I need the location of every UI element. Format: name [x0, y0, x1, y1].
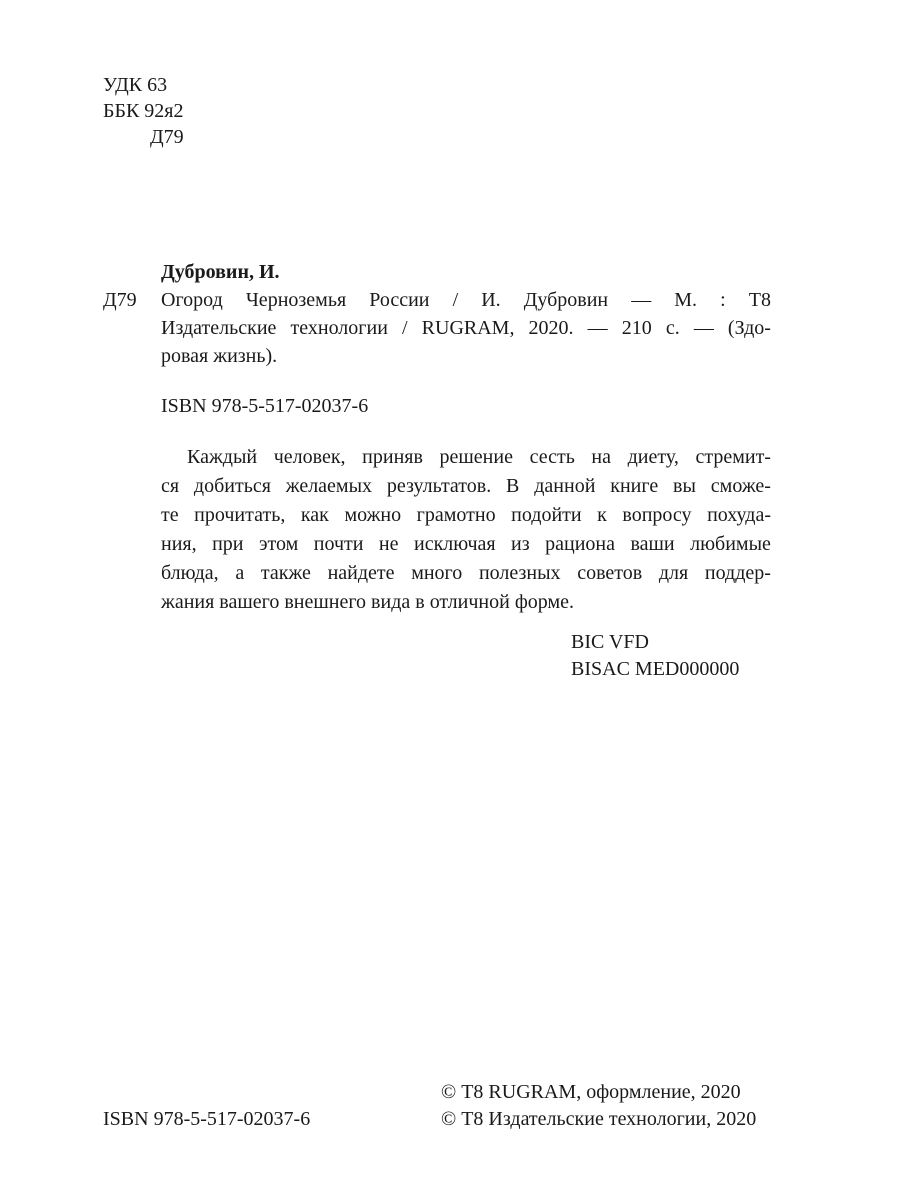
copyright-publisher: © Т8 Издательские технологии, 2020 — [441, 1108, 757, 1130]
abstract-word: полезных — [478, 562, 561, 584]
abstract-word: вы — [673, 475, 696, 497]
abstract-line — [161, 472, 771, 501]
bibliography-line — [161, 342, 771, 370]
bic-code: BIC VFD — [571, 631, 649, 653]
abstract-word: решение — [439, 446, 513, 468]
abstract-word: Каждый — [187, 446, 258, 468]
abstract-word: похуда- — [707, 504, 771, 526]
abstract-word: также — [260, 562, 311, 584]
abstract-word: диету, — [627, 446, 679, 468]
bibliography-word: : — [720, 289, 726, 311]
abstract-line — [161, 501, 771, 530]
abstract-line — [161, 530, 771, 559]
udk-code: УДК 63 — [103, 74, 168, 96]
bibliography-word: М. — [674, 289, 698, 311]
bibliography-line — [161, 286, 771, 314]
bibliography-word: Черноземья — [245, 289, 347, 311]
abstract-word: вопросу — [622, 504, 692, 526]
bibliography-word: / — [402, 317, 408, 339]
abstract-word: найдете — [327, 562, 395, 584]
abstract-word: сесть — [529, 446, 575, 468]
abstract-word: рациона — [545, 533, 615, 555]
bisac-code: BISAC MED000000 — [571, 658, 740, 680]
author-mark-top: Д79 — [150, 126, 184, 148]
abstract-line — [161, 588, 771, 617]
abstract-word: результатов. — [386, 475, 492, 497]
abstract-word: советов — [577, 562, 643, 584]
abstract-word: из — [511, 533, 530, 555]
abstract-word: жания вашего внешнего вида в отличной форме. — [161, 591, 575, 613]
bibliography-word: 2020. — [528, 317, 574, 339]
bibliography-word: И. — [481, 289, 501, 311]
abstract-word: стремит- — [695, 446, 771, 468]
copyright-design: © Т8 RUGRAM, оформление, 2020 — [441, 1081, 741, 1103]
abstract-word: не — [378, 533, 399, 555]
abstract-word: этом — [258, 533, 299, 555]
bibliography-word: — — [693, 317, 714, 339]
bbk-code: ББК 92я2 — [103, 100, 184, 122]
bibliographic-description — [161, 286, 771, 370]
author-name: Дубровин, И. — [161, 261, 280, 283]
abstract-line — [161, 443, 771, 472]
abstract-word: добиться — [193, 475, 271, 497]
abstract-word: исключая — [413, 533, 496, 555]
abstract-word: на — [591, 446, 612, 468]
abstract-word: к — [597, 504, 607, 526]
abstract-word: ваши — [630, 533, 675, 555]
abstract-word: можно — [344, 504, 402, 526]
abstract-word: подойти — [511, 504, 582, 526]
bibliography-word: Огород — [161, 289, 223, 311]
bibliography-word: — — [587, 317, 608, 339]
bibliography-word: ровая жизнь). — [161, 345, 278, 367]
abstract-word: сможе- — [710, 475, 771, 497]
abstract-word: как — [300, 504, 329, 526]
abstract-word: те — [161, 504, 179, 526]
bibliography-word: Издательские — [161, 317, 277, 339]
bibliography-word: — — [631, 289, 652, 311]
abstract-word: блюда, — [161, 562, 219, 584]
abstract-word: В — [506, 475, 520, 497]
abstract-line — [161, 559, 771, 588]
book-abstract — [161, 443, 771, 617]
abstract-word: почти — [313, 533, 364, 555]
isbn-footer: ISBN 978-5-517-02037-6 — [103, 1108, 311, 1130]
abstract-word: а — [235, 562, 245, 584]
abstract-word: человек, — [273, 446, 346, 468]
bibliography-word: RUGRAM, — [421, 317, 515, 339]
abstract-word: приняв — [362, 446, 423, 468]
bibliography-word: 210 — [621, 317, 652, 339]
author-mark-left: Д79 — [103, 289, 137, 311]
bibliography-word: с. — [665, 317, 680, 339]
abstract-word: любимые — [690, 533, 771, 555]
bibliography-word: Дубровин — [523, 289, 609, 311]
abstract-word: при — [212, 533, 244, 555]
bibliography-word: (Здо- — [727, 317, 771, 339]
abstract-word: данной — [534, 475, 596, 497]
abstract-word: много — [411, 562, 463, 584]
bibliography-word: технологии — [290, 317, 388, 339]
bibliography-word: России — [369, 289, 430, 311]
abstract-word: поддер- — [704, 562, 771, 584]
abstract-word: желаемых — [285, 475, 373, 497]
abstract-word: для — [658, 562, 689, 584]
abstract-word: книге — [610, 475, 659, 497]
isbn-main: ISBN 978-5-517-02037-6 — [161, 395, 369, 417]
abstract-word: ния, — [161, 533, 197, 555]
abstract-word: грамотно — [416, 504, 496, 526]
bibliography-word: / — [452, 289, 459, 311]
abstract-word: прочитать, — [194, 504, 286, 526]
abstract-word: ся — [161, 475, 180, 497]
bibliography-word: Т8 — [748, 289, 771, 311]
bibliography-line — [161, 314, 771, 342]
